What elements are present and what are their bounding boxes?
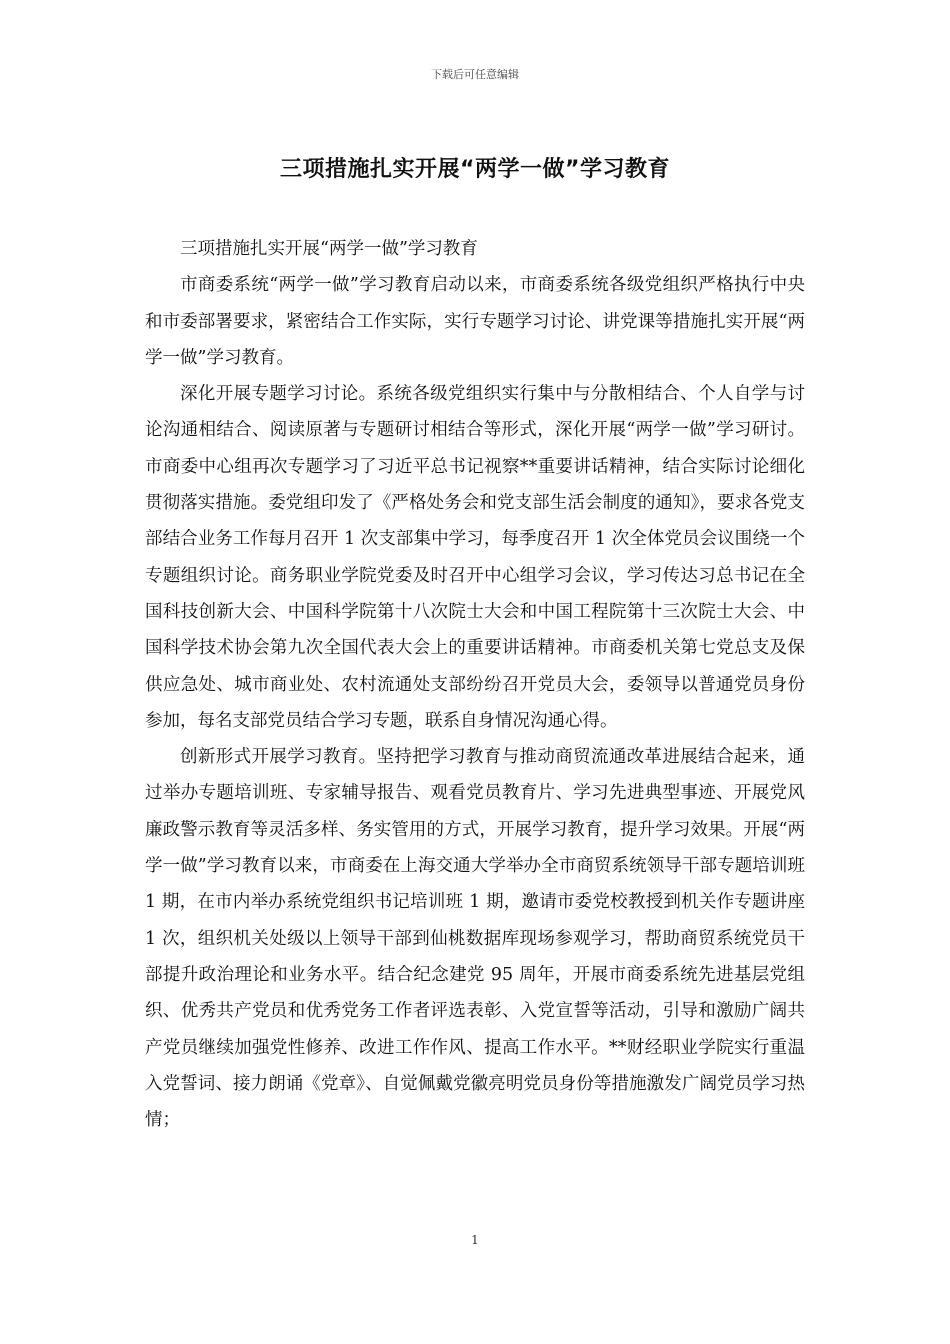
- page-number: 1: [471, 1233, 479, 1247]
- document-subtitle: 三项措施扎实开展“两学一做”学习教育: [180, 239, 478, 259]
- paragraph-study-discussion: 深化开展专题学习讨论。系统各级党组织实行集中与分散相结合、个人自学与讨论沟通相结合、阅读原著与专题研讨相结合等形式，深化开展“两学一做”学习研讨。市商委中心组再次专题学习了习近平总书记视察**重要讲话精神，结合实际讨论细化贯彻落实措施。委党组印发了《严格处务会和党支部生活会制度的通知》，要求各党支部结合业务工作每月召开 1 次支部集中学习，每季度召开 1 次全体党员会议围绕一个专题组织讨论。商务职业学院党委及时召开中心组学习会议，学习传达习总书记在全国科技创新大会、中国科学院第十八次院士大会和中国工程院第十三次院士大会、中国科学技术协会第九次全国代表大会上的重要讲话精神。市商委机关第七党总支及保供应急处、城市商业处、农村流通处支部纷纷召开党员大会，委领导以普通党员身份参加，每名支部党员结合学习专题，联系自身情况沟通心得。: [145, 384, 805, 731]
- document-title: 三项措施扎实开展“两学一做”学习教育: [280, 157, 670, 182]
- document-body: [145, 231, 805, 1138]
- paragraph-intro: 市商委系统“两学一做”学习教育启动以来，市商委系统各级党组织严格执行中央和市委部署要求，紧密结合工作实际，实行专题学习讨论、讲党课等措施扎实开展“两学一做”学习教育。: [145, 275, 805, 368]
- header-note: 下载后可任意编辑: [431, 68, 519, 81]
- paragraph-innovative-forms: 创新形式开展学习教育。坚持把学习教育与推动商贸流通改革进展结合起来，通过举办专题培训班、专家辅导报告、观看党员教育片、学习先进典型事迹、开展党风廉政警示教育等灵活多样、务实管用的方式，开展学习教育，提升学习效果。开展“两学一做”学习教育以来，市商委在上海交通大学举办全市商贸系统领导干部专题培训班 1 期，在市内举办系统党组织书记培训班 1 期，邀请市委党校教授到机关作专题讲座 1 次，组织机关处级以上领导干部到仙桃数据库现场参观学习，帮助商贸系统党员干部提升政治理论和业务水平。结合纪念建党 95 周年，开展市商委系统先进基层党组织、优秀共产党员和优秀党务工作者评选表彰、入党宣誓等活动，引导和激励广阔共产党员继续加强党性修养、改进工作作风、提高工作水平。**财经职业学院实行重温入党誓词、接力朗诵《党章》、自觉佩戴党徽亮明党员身份等措施激发广阔党员学习热情；: [145, 747, 805, 1131]
